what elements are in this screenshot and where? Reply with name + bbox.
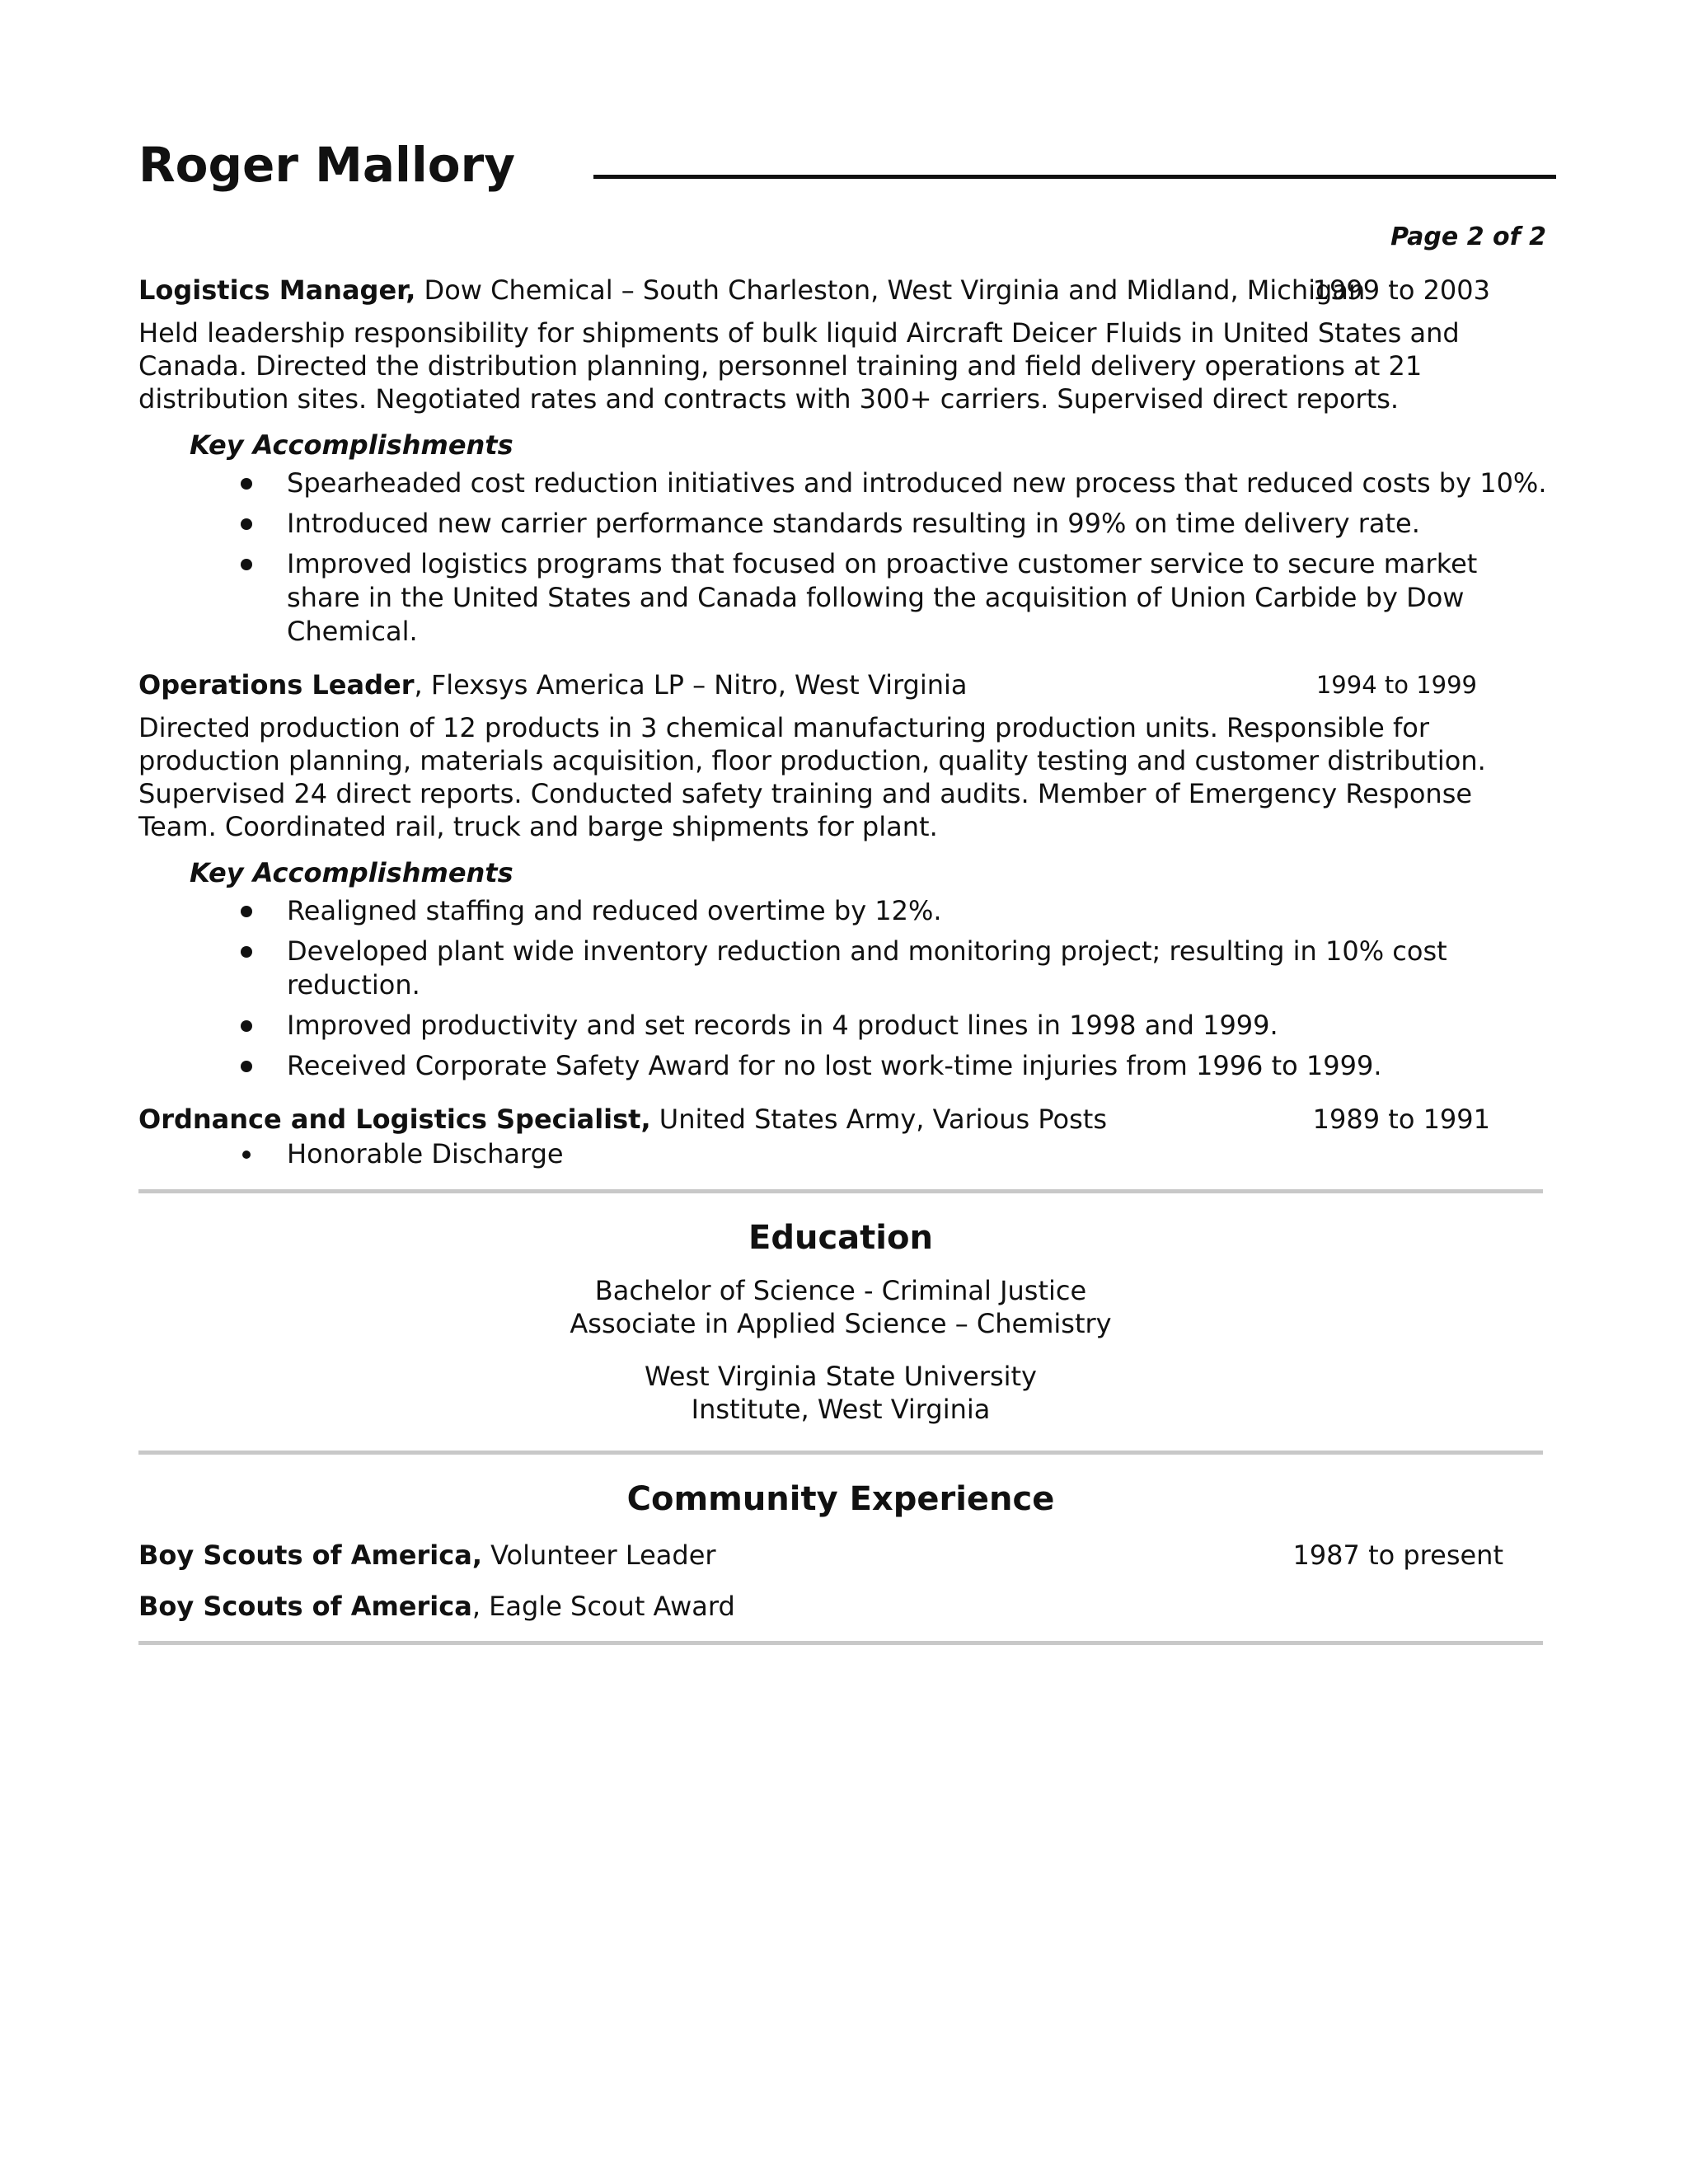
degree: Bachelor of Science - Criminal Justice xyxy=(594,1275,1087,1306)
bullet-icon xyxy=(241,1020,252,1032)
bullet-icon xyxy=(241,559,252,570)
job-dates: 1999 to 2003 xyxy=(1312,274,1490,306)
community-dates: 1987 to present xyxy=(1292,1540,1503,1571)
job-title: Operations Leader xyxy=(138,669,415,701)
job-dates: 1994 to 1999 xyxy=(1315,671,1477,699)
job-heading xyxy=(138,272,1550,308)
section-divider xyxy=(138,1189,1543,1193)
section-divider xyxy=(138,1641,1543,1645)
page-number: Page 2 of 2 xyxy=(1390,223,1546,251)
section-divider xyxy=(138,1451,1543,1455)
degree: Associate in Applied Science – Chemistry xyxy=(570,1308,1112,1339)
community-item xyxy=(138,1537,1550,1573)
section-title-community: Community Experience xyxy=(626,1480,1055,1518)
community-org: Boy Scouts of America xyxy=(138,1591,472,1622)
school-location: Institute, West Virginia xyxy=(691,1394,991,1425)
header-rule xyxy=(593,175,1556,179)
job-org: , Flexsys America LP – Nitro, West Virginia xyxy=(414,669,968,701)
job-entry xyxy=(138,272,1550,649)
bullet-icon xyxy=(241,946,252,958)
job-entry xyxy=(138,1101,1550,1171)
school-name: West Virginia State University xyxy=(645,1361,1037,1392)
list-item: Developed plant wide inventory reduction and monitoring project; resulting in 10% cost reduction. xyxy=(138,935,1556,1002)
job-title: Logistics Manager, xyxy=(138,274,416,306)
bullet-icon xyxy=(241,478,252,490)
bullet-icon xyxy=(241,906,252,917)
community-item xyxy=(138,1588,1550,1624)
job-heading xyxy=(138,1101,1550,1137)
accomplishment-list xyxy=(138,466,1550,649)
community-role: , Eagle Scout Award xyxy=(471,1591,735,1622)
community-org: Boy Scouts of America, xyxy=(138,1540,482,1571)
candidate-name: Roger Mallory xyxy=(138,137,516,193)
job-title: Ordnance and Logistics Specialist, xyxy=(138,1104,651,1135)
job-description: Held leadership responsibility for shipments of bulk liquid Aircraft Deicer Fluids in United States and Canada. Directed the distribution planning, personnel training and field delivery operations at 21 distribution sites. Negotiated rates and contracts with 300+ carriers. Supervised direct reports. xyxy=(138,317,1460,415)
education-section xyxy=(138,1215,1550,1426)
key-accomplishments-label: Key Accomplishments xyxy=(190,429,513,461)
section-title-education: Education xyxy=(748,1219,933,1257)
list-item: Received Corporate Safety Award for no lost work-time injuries from 1996 to 1999. xyxy=(138,1049,1556,1083)
resume-page xyxy=(138,132,1550,1645)
service-list xyxy=(138,1137,1550,1171)
job-dates: 1989 to 1991 xyxy=(1312,1104,1490,1135)
bullet-icon xyxy=(242,1151,251,1159)
accomplishment-list xyxy=(138,894,1550,1083)
header xyxy=(138,132,1550,198)
list-item: Improved productivity and set records in 4 product lines in 1998 and 1999. xyxy=(138,1009,1556,1043)
job-entry xyxy=(138,667,1550,1083)
list-item: Realigned staffing and reduced overtime by 12%. xyxy=(138,894,1556,928)
list-item: Spearheaded cost reduction initiatives and introduced new process that reduced costs by 10%. xyxy=(138,466,1556,500)
job-org: United States Army, Various Posts xyxy=(650,1104,1107,1135)
list-item: Honorable Discharge xyxy=(138,1137,1556,1171)
list-item: Improved logistics programs that focused on proactive customer service to secure market share in the United States and Canada following the acquisition of Union Carbide by Dow Chemical. xyxy=(138,547,1556,649)
list-item: Introduced new carrier performance standards resulting in 99% on time delivery rate. xyxy=(138,507,1556,541)
job-heading xyxy=(138,667,1550,703)
community-section xyxy=(138,1476,1550,1624)
key-accomplishments-label: Key Accomplishments xyxy=(190,857,513,888)
job-org: Dow Chemical – South Charleston, West Virginia and Midland, Michigan xyxy=(415,274,1366,306)
bullet-icon xyxy=(241,518,252,530)
community-role: Volunteer Leader xyxy=(481,1540,716,1571)
job-description: Directed production of 12 products in 3 chemical manufacturing production units. Responsible for production planning, materials acquisition, floor production, quality testing and customer distribution. Supervised 24 direct reports. Conducted safety training and audits. Member of Emergency Response Team. Coordinated rail, truck and barge shipments for plant. xyxy=(138,712,1486,842)
bullet-icon xyxy=(241,1061,252,1072)
